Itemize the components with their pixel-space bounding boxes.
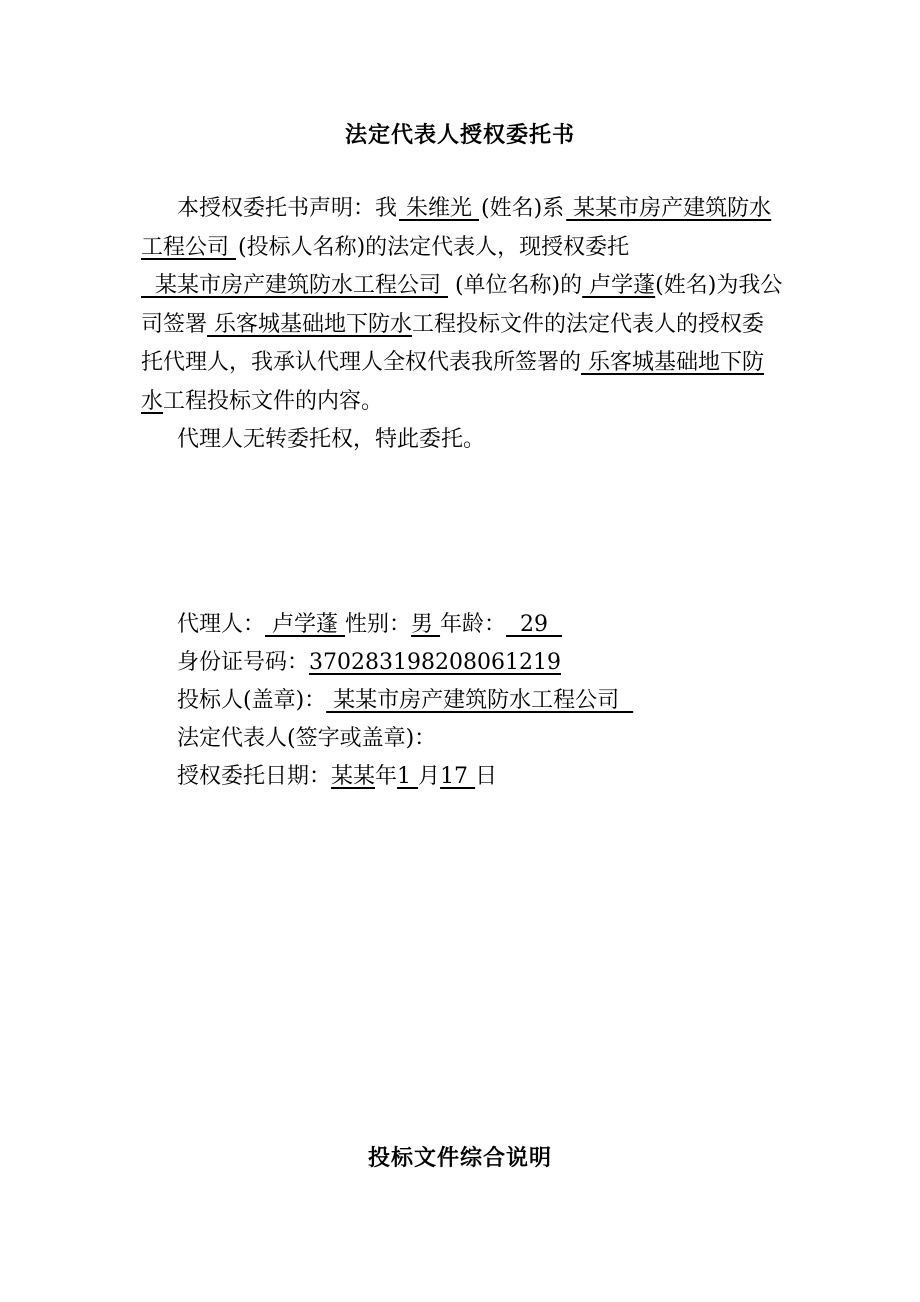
bidder-label: 投标人(盖章)： — [177, 688, 327, 713]
no-subdelegation-paragraph: 代理人无转委托权，特此委托。 — [177, 427, 486, 452]
legal-rep-name: 朱维光 — [399, 196, 480, 221]
id-value: 370283198208061219 — [309, 650, 561, 675]
gender-value: 男 — [411, 612, 441, 637]
date-day-suffix: 日 — [475, 764, 498, 789]
text-segment: (单位名称)的 — [447, 273, 583, 298]
id-label: 身份证号码： — [177, 650, 310, 675]
project-name-2: 乐客城基础地下防水 — [141, 350, 765, 414]
agent-line — [177, 606, 817, 644]
agent-name: 卢学蓬 — [582, 273, 656, 298]
document-title: 法定代表人授权委托书 — [344, 123, 575, 148]
date-day: 17 — [440, 764, 476, 789]
text-segment: (姓名)为我公司签署 — [141, 273, 783, 337]
text-segment: (姓名)系 — [481, 196, 565, 221]
agent-label: 代理人： — [177, 612, 266, 637]
date-year-suffix: 年 — [375, 764, 398, 789]
date-line — [177, 758, 817, 796]
bidder-value: 某某市房产建筑防水工程公司 — [326, 688, 634, 713]
bidder-line — [177, 682, 817, 720]
gender-label: 性别： — [345, 612, 412, 637]
bidder-company-name: 某某市房产建筑防水工程公司 — [141, 196, 772, 260]
legal-rep-signature-line: 法定代表人(签字或盖章)： — [177, 726, 437, 751]
section-title: 投标文件综合说明 — [367, 1146, 552, 1171]
text-segment: 本授权委托书声明：我 — [177, 196, 398, 221]
project-name: 乐客城基础地下防水 — [207, 311, 413, 337]
date-month: 1 — [397, 764, 419, 789]
agent-value: 卢学蓬 — [265, 612, 346, 637]
authorization-body — [141, 190, 783, 460]
date-month-suffix: 月 — [418, 764, 441, 789]
agent-info-block — [177, 606, 817, 796]
age-value: 29 — [506, 612, 563, 637]
date-label: 授权委托日期： — [177, 764, 332, 789]
age-label: 年龄： — [440, 612, 507, 637]
unit-company-name: 某某市房产建筑防水工程公司 — [141, 273, 448, 298]
text-segment: 工程投标文件的内容。 — [163, 388, 384, 414]
id-line — [177, 644, 817, 682]
date-year: 某某 — [331, 764, 376, 789]
text-segment: 工程投标文件的法定代表人的授权委托代理人，我承认代理人全权代表我所签署的 — [141, 311, 765, 375]
text-segment: (投标人名称)的法定代表人，现授权委托 — [238, 234, 630, 260]
authorization-paragraph — [141, 190, 783, 421]
